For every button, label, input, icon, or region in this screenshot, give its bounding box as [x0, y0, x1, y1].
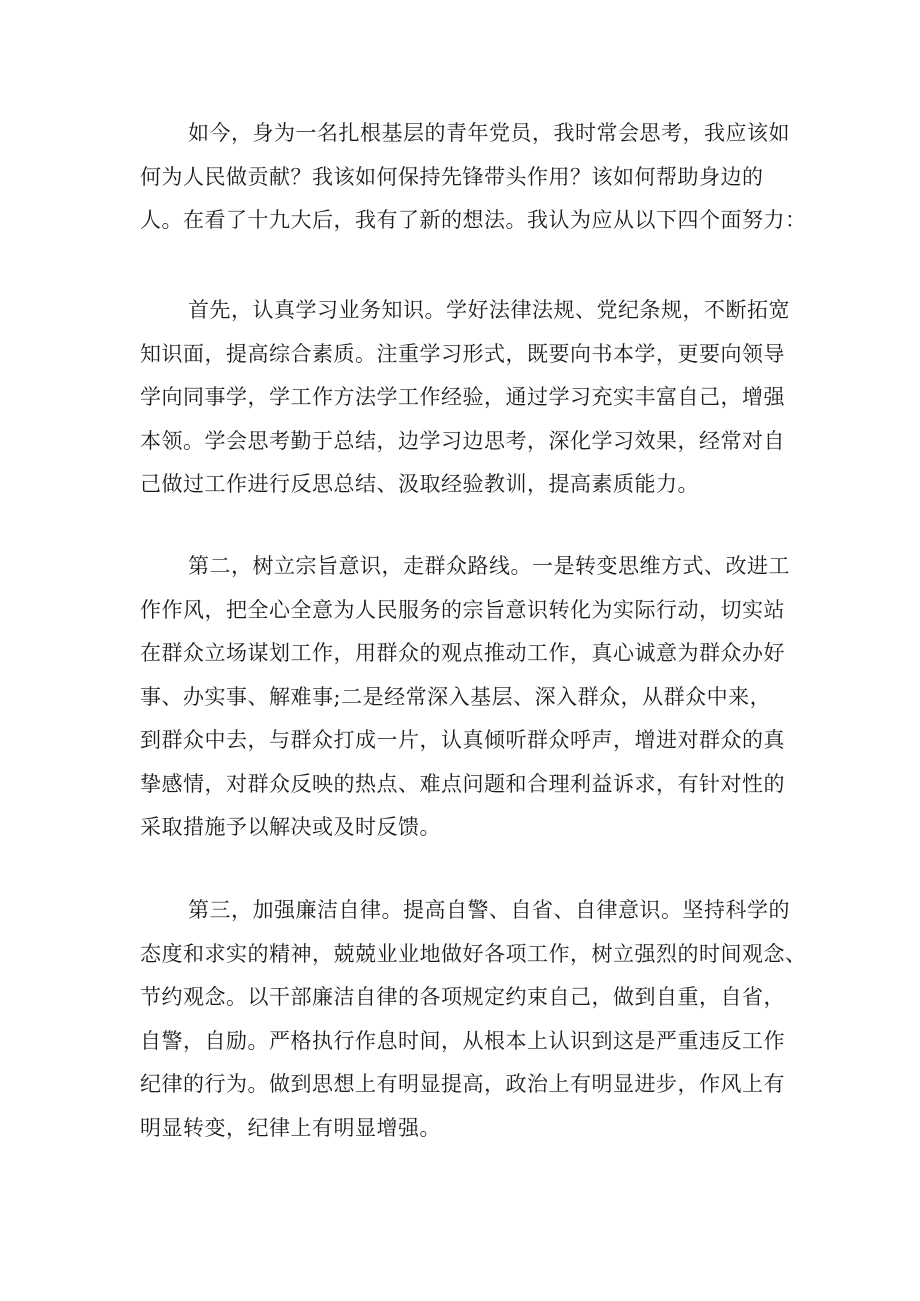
text-line: 人。在看了十九大后，我有了新的想法。我认为应从以下四个面努力：	[140, 208, 807, 232]
text-line: 本领。学会思考勤于总结，边学习边思考，深化学习效果，经常对自	[140, 428, 785, 453]
text-line: 如今，身为一名扎根基层的青年党员，我时常会思考，我应该如	[188, 121, 790, 145]
text-line: 事、办实事、解难事;二是经常深入基层、深入群众，从群众中来，	[140, 684, 772, 709]
text-line: 纪律的行为。做到思想上有明显提高，政治上有明显进步，作风上有	[140, 1072, 785, 1096]
paragraph-second-point	[140, 545, 800, 850]
text-line: 何为人民做贡献？我该如何保持先锋带头作用？该如何帮助身边的	[140, 164, 764, 189]
text-line: 到群众中去，与群众打成一片，认真倾听群众呼声，增进对群众的真	[140, 728, 785, 752]
text-line: 第三，加强廉洁自律。提高自警、自省、自律意识。坚持科学的	[188, 898, 790, 922]
text-line: 在群众立场谋划工作，用群众的观点推动工作，真心诚意为群众办好	[140, 641, 785, 665]
text-line: 学向同事学，学工作方法学工作经验，通过学习充实丰富自己，增强	[140, 385, 785, 409]
text-line: 态度和求实的精神，兢兢业业地做好各项工作，树立强烈的时间观念、	[140, 941, 807, 966]
text-line: 采取措施予以解决或及时反馈。	[140, 815, 441, 839]
text-line: 知识面，提高综合素质。注重学习形式，既要向书本学，更要向领导	[140, 341, 785, 366]
paragraph-intro	[140, 112, 807, 243]
text-line: 明显转变，纪律上有明显增强。	[140, 1115, 441, 1140]
text-line: 自警，自励。严格执行作息时间，从根本上认识到这是严重违反工作	[140, 1028, 785, 1053]
text-line: 第二，树立宗旨意识，走群众路线。一是转变思维方式、改进工	[188, 554, 790, 578]
paragraph-first-point	[140, 289, 800, 507]
text-line: 首先，认真学习业务知识。学好法律法规、党纪条规，不断拓宽	[188, 298, 790, 322]
paragraph-third-point	[140, 889, 807, 1150]
text-line: 作作风，把全心全意为人民服务的宗旨意识转化为实际行动，切实站	[140, 597, 785, 622]
text-line: 节约观念。以干部廉洁自律的各项规定约束自己，做到自重，自省，	[140, 985, 785, 1009]
text-line: 己做过工作进行反思总结、汲取经验教训，提高素质能力。	[140, 472, 699, 496]
text-line: 挚感情，对群众反映的热点、难点问题和合理利益诉求，有针对性的	[140, 771, 785, 796]
